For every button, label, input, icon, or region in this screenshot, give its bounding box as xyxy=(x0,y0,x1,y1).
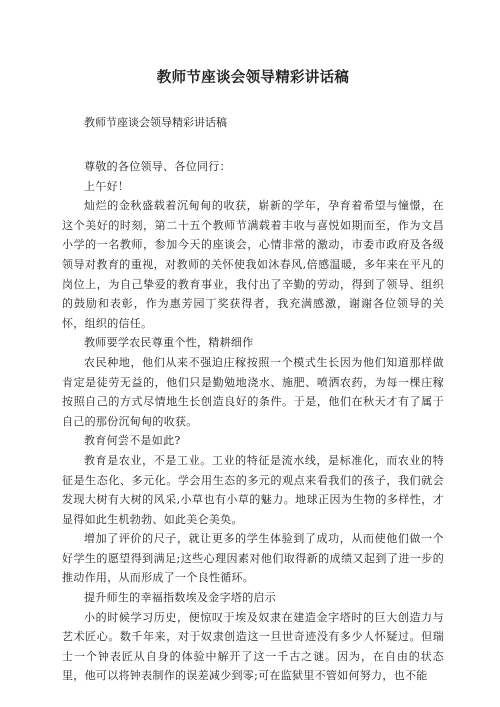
salutation: 尊敬的各位领导、各位同行： xyxy=(84,160,231,173)
section-heading: 提升师生的幸福指数埃及金字塔的启示 xyxy=(84,591,277,605)
body-paragraph: 教育是农业，不是工业。工业的特征是流水线，是标准化，而农业的特征是生态化、多元化。学会用生态的多元的观点来看我们的孩子，我们就会发现大树有大树的风采,小草也有小草的魅力。地球正因为生物的多样性，才显得如此生机勃勃、如此美仑美奂。 xyxy=(62,453,444,526)
body-paragraph: 农民种地，他们从来不强迫庄稼按照一个模式生长因为他们知道那样做肯定是徒劳无益的，他们只是勤勉地浇水、施肥、喷洒农药，为每一棵庄稼按照自己的方式尽情地生长创造良好的条件。于是，他们在秋天才有了属于自己的那份沉甸甸的收获。 xyxy=(62,355,444,428)
body-paragraph: 灿烂的金秋盛载着沉甸甸的收获，崭新的学年，孕育着希望与憧憬，在这个美好的时刻，第二十五个教师节满载着丰收与喜悦如期而至，作为文昌小学的一名教师，参加今天的座谈会，心情非常的激动，市委市政府及各级领导对教育的重视，对教师的关怀使我如沐春风,倍感温暖，多年来在平凡的岗位上，为自己挚爱的教育事业，我付出了辛勤的劳动，得到了领导、组织的鼓励和表彰，作为惠芳园丁奖获得者，我充满感激，谢谢各位领导的关怀，组织的信任。 xyxy=(62,199,444,330)
section-heading: 教师要学农民尊重个性，精耕细作 xyxy=(84,336,254,350)
document-title: 教师节座谈会领导精彩讲话稿 xyxy=(156,70,350,86)
document-subtitle: 教师节座谈会领导精彩讲话稿 xyxy=(84,116,227,129)
section-question: 教育何尝不是如此? xyxy=(84,434,181,448)
greeting: 上午好！ xyxy=(84,179,130,193)
body-paragraph: 增加了评价的尺子，就让更多的学生体验到了成功，从而使他们做一个好学生的愿望得到满足;这些心理因素对他们取得新的成绩又起到了进一步的推动作用，从而形成了一个良性循环。 xyxy=(62,532,444,585)
body-paragraph: 小的时候学习历史，便惊叹于埃及奴隶在建造金字塔时的巨大创造力与艺术匠心。数千年来，对于奴隶创造这一旦世奇迹没有多少人怀疑过。但瑞士一个钟表匠从自身的体验中解开了这一千古之谜。因为，在自由的状态里，他可以将钟表制作的误差减少到零;可在监狱里不管如何努力，也不能 xyxy=(62,610,444,683)
